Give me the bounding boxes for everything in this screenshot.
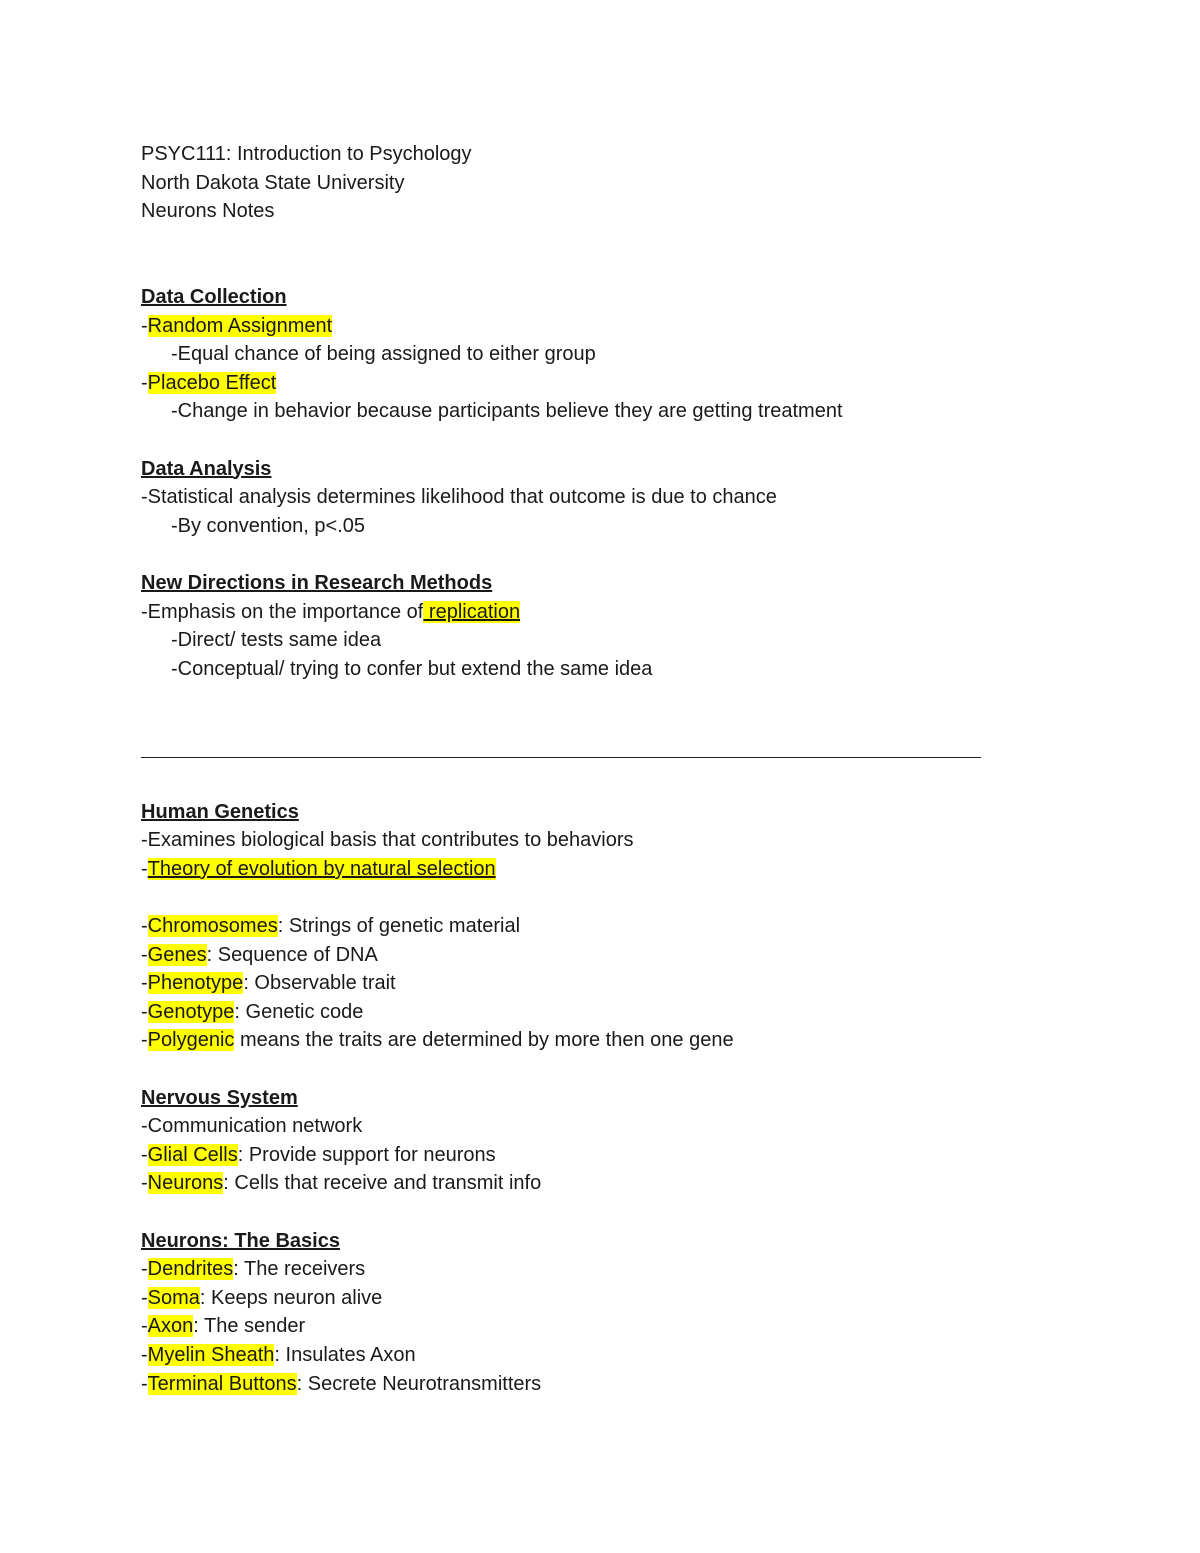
- horizontal-divider: [141, 740, 1101, 769]
- highlighted-term: Phenotype: [147, 972, 244, 995]
- highlighted-term: Terminal Buttons: [147, 1372, 297, 1395]
- list-item: -Examines biological basis that contributes to behaviors: [141, 829, 634, 852]
- highlighted-term: Chromosomes: [147, 915, 278, 938]
- notes-title: Neurons Notes: [141, 200, 275, 223]
- list-subitem: -By convention, p<.05: [171, 514, 366, 537]
- section-heading-new-directions: New Directions in Research Methods: [141, 571, 493, 594]
- highlighted-term: Dendrites: [147, 1258, 234, 1281]
- highlighted-term: Neurons: [147, 1172, 224, 1195]
- list-item: -Emphasis on the importance of replication: [141, 600, 521, 623]
- list-subitem: -Change in behavior because participants believe they are getting treatment: [171, 400, 843, 423]
- section-heading-data-analysis: Data Analysis: [141, 457, 272, 480]
- highlighted-term: Theory of evolution by natural selection: [147, 857, 496, 880]
- list-subitem: -Direct/ tests same idea: [171, 629, 382, 652]
- section-heading-neurons-basics: Neurons: The Basics: [141, 1229, 340, 1252]
- list-item: -Random Assignment: [141, 314, 333, 337]
- list-item: -Chromosomes: Strings of genetic material: [141, 915, 521, 938]
- list-item: -Communication network: [141, 1115, 363, 1138]
- highlighted-term: replication: [423, 600, 521, 623]
- university-name: North Dakota State University: [141, 171, 405, 194]
- list-item: -Placebo Effect: [141, 371, 277, 394]
- list-item: -Terminal Buttons: Secrete Neurotransmitters: [141, 1372, 542, 1395]
- list-item: -Phenotype: Observable trait: [141, 972, 396, 995]
- list-item: -Soma: Keeps neuron alive: [141, 1286, 383, 1309]
- list-item: -Statistical analysis determines likelihood that outcome is due to chance: [141, 486, 777, 509]
- list-item: -Axon: The sender: [141, 1315, 306, 1338]
- highlighted-term: Soma: [147, 1286, 200, 1309]
- highlighted-term: Myelin Sheath: [147, 1343, 275, 1366]
- list-subitem: -Conceptual/ trying to confer but extend the same idea: [171, 657, 653, 680]
- section-heading-nervous-system: Nervous System: [141, 1086, 298, 1109]
- list-item: -Myelin Sheath: Insulates Axon: [141, 1343, 416, 1366]
- list-item: -Glial Cells: Provide support for neurons: [141, 1143, 496, 1166]
- list-item: -Dendrites: The receivers: [141, 1258, 366, 1281]
- highlighted-term: Placebo Effect: [147, 371, 277, 394]
- highlighted-term: Glial Cells: [147, 1143, 238, 1166]
- list-item: -Polygenic means the traits are determined by more then one gene: [141, 1029, 734, 1052]
- list-item: -Theory of evolution by natural selection: [141, 857, 496, 880]
- list-subitem: -Equal chance of being assigned to either group: [171, 343, 596, 366]
- section-heading-human-genetics: Human Genetics: [141, 800, 299, 823]
- list-item: -Genotype: Genetic code: [141, 1000, 364, 1023]
- highlighted-term: Genotype: [147, 1000, 235, 1023]
- section-heading-data-collection: Data Collection: [141, 285, 287, 308]
- list-item: -Neurons: Cells that receive and transmit info: [141, 1172, 542, 1195]
- list-item: -Genes: Sequence of DNA: [141, 943, 378, 966]
- document-page: [141, 140, 1101, 1398]
- highlighted-term: Polygenic: [147, 1029, 235, 1052]
- course-title: PSYC111: Introduction to Psychology: [141, 143, 472, 165]
- highlighted-term: Axon: [147, 1315, 194, 1338]
- highlighted-term: Random Assignment: [147, 314, 333, 337]
- highlighted-term: Genes: [147, 943, 207, 966]
